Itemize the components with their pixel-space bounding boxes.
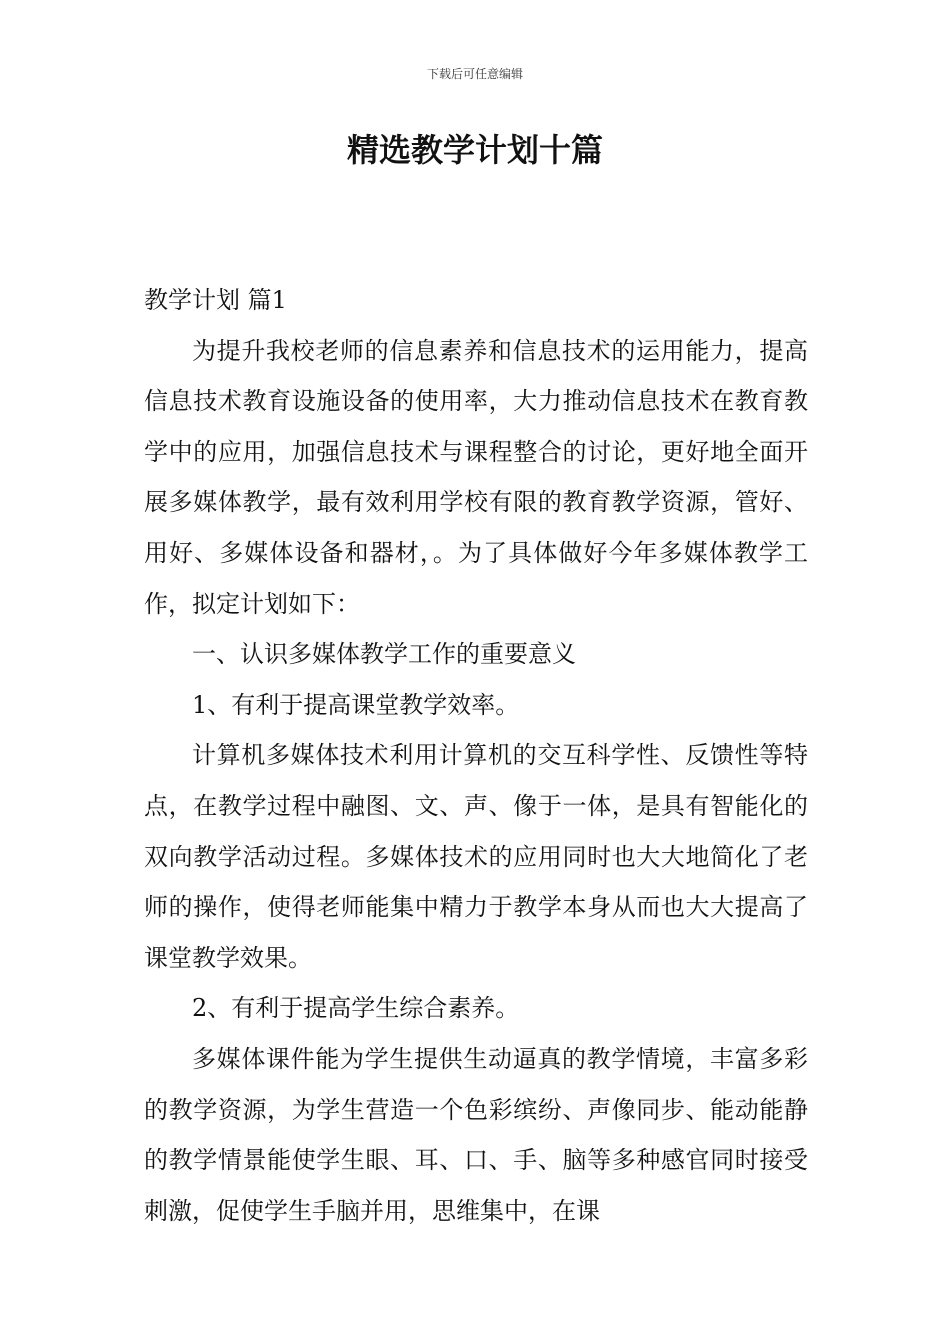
section-title: 教学计划 篇1	[144, 286, 287, 314]
document-title: 精选教学计划十篇	[346, 131, 603, 169]
paragraph: 2、有利于提高学生综合素养。	[192, 994, 520, 1023]
paragraph: 1、有利于提高课堂教学效率。	[192, 690, 520, 719]
paragraph: 为提升我校老师的信息素养和信息技术的运用能力，提高信息技术教育设施设备的使用率，大力推动信息技术在教育教学中的应用，加强信息技术与课程整合的讨论，更好地全面开展多媒体教学，最有效利用学校有限的教育教学资源，管好、用好、多媒体设备和器材，。为了具体做好今年多媒体教学工作，拟定计划如下：	[144, 336, 808, 618]
paragraph: 计算机多媒体技术利用计算机的交互科学性、反馈性等特点，在教学过程中融图、文、声、像于一体，是具有智能化的双向教学活动过程。多媒体技术的应用同时也大大地简化了老师的操作，使得老师能集中精力于教学本身从而也大大提高了课堂教学效果。	[144, 741, 808, 972]
header-note: 下载后可任意编辑	[426, 67, 523, 81]
paragraph: 一、认识多媒体教学工作的重要意义	[192, 640, 576, 669]
paragraph: 多媒体课件能为学生提供生动逼真的教学情境，丰富多彩的教学资源，为学生营造一个色彩缤纷、声像同步、能动能静的教学情景能使学生眼、耳、口、手、脑等多种感官同时接受刺激，促使学生手脑并用，思维集中，在课	[144, 1044, 808, 1225]
document-body	[144, 275, 808, 1236]
